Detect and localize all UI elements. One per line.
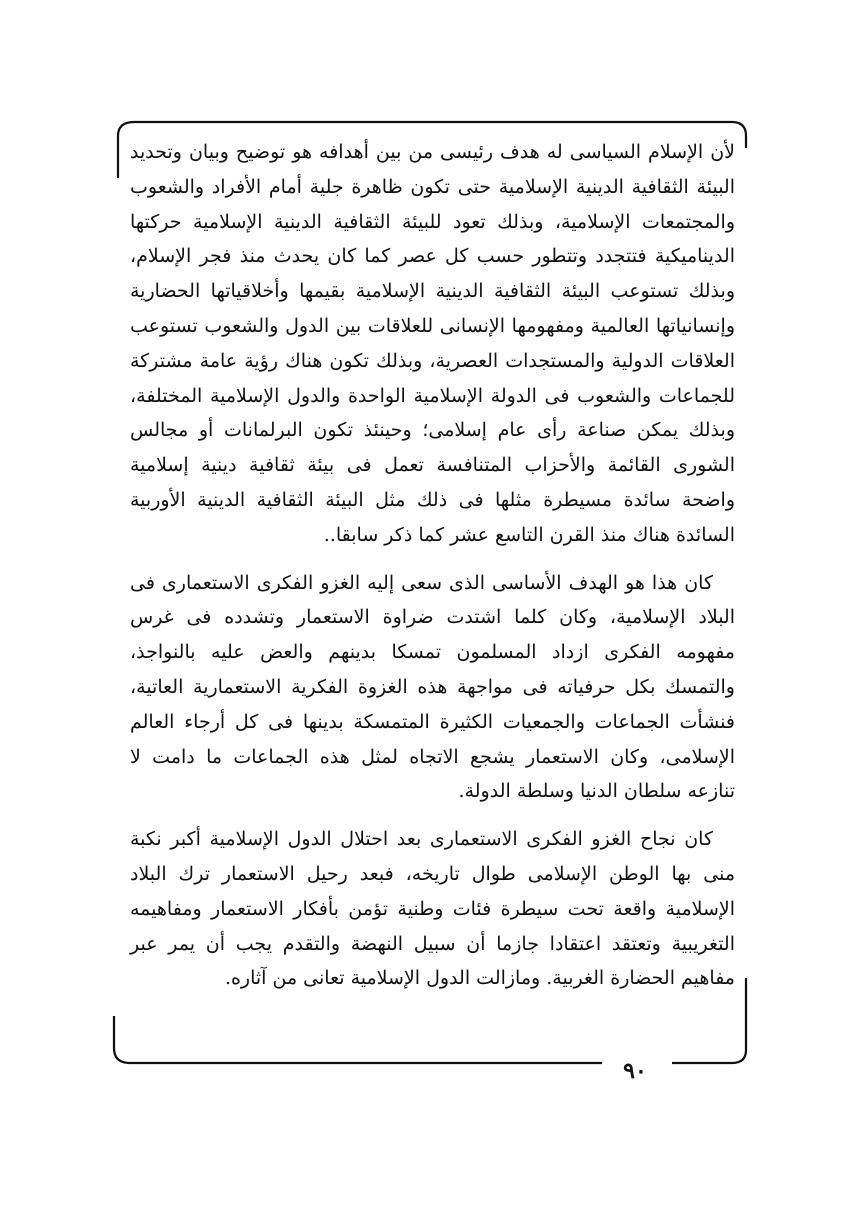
paragraph-3: كان نجاح الغزو الفكرى الاستعمارى بعد احتلال الدول الإسلامية أكبر نكبة منى بها الوطن الإسلامى طوال تاريخه، فبعد رحيل الاستعمار ترك البلاد الإسلامية واقعة تحت سيطرة فئات وطنية تؤمن بأفكار الاستعمار ومفاهيمه التغريبية وتعتقد اعتقادا جازما أن سبيل النهضة والتقدم يجب أن يمر عبر مفاهيم الحضارة الغربية. ومازالت الدول الإسلامية تعانى من آثاره. (130, 828, 735, 990)
body-text (130, 135, 735, 996)
paragraph-1: لأن الإسلام السياسى له هدف رئيسى من بين أهدافه هو توضيح وبيان وتحديد البيئة الثقافية الدينية الإسلامية حتى تكون ظاهرة جلية أمام الأفراد والشعوب والمجتمعات الإسلامية، وبذلك تعود للبيئة الثقافية الدينية الإسلامية حركتها الديناميكية فتتجدد وتتطور حسب كل عصر كما كان يحدث منذ فجر الإسلام، وبذلك تستوعب البيئة الثقافية الدينية الإسلامية بقيمها وأخلاقياتها الحضارية وإنسانياتها العالمية ومفهومها الإنسانى للعلاقات بين الدول والشعوب تستوعب العلاقات الدولية والمستجدات العصرية، وبذلك تكون هناك رؤية عامة مشتركة للجماعات والشعوب فى الدولة الإسلامية الواحدة والدول الإسلامية المختلفة، وبذلك يمكن صناعة رأى عام إسلامى؛ وحينئذ تكون البرلمانات أو مجالس الشورى القائمة والأحزاب المتنافسة تعمل فى بيئة ثقافية دينية إسلامية واضحة سائدة مسيطرة مثلها فى ذلك مثل البيئة الثقافية الدينية الأوربية السائدة هناك منذ القرن التاسع عشر كما ذكر سابقا.. (130, 141, 735, 546)
page-number: ٩٠ (610, 1058, 660, 1084)
paragraph-2: كان هذا هو الهدف الأساسى الذى سعى إليه الغزو الفكرى الاستعمارى فى البلاد الإسلامية، وكان كلما اشتدت ضراوة الاستعمار وتشدده فى غرس مفهومه الفكرى ازداد المسلمون تمسكا بدينهم والعض عليه بالنواجذ، والتمسك بكل حرفياته فى مواجهة هذه الغزوة الفكرية الاستعمارية العاتية، فنشأت الجماعات والجمعيات الكثيرة المتمسكة بدينها فى كل أرجاء العالم الإسلامى، وكان الاستعمار يشجع الاتجاه لمثل هذه الجماعات ما دامت لا تنازعه سلطان الدنيا وسلطة الدولة. (130, 571, 735, 803)
